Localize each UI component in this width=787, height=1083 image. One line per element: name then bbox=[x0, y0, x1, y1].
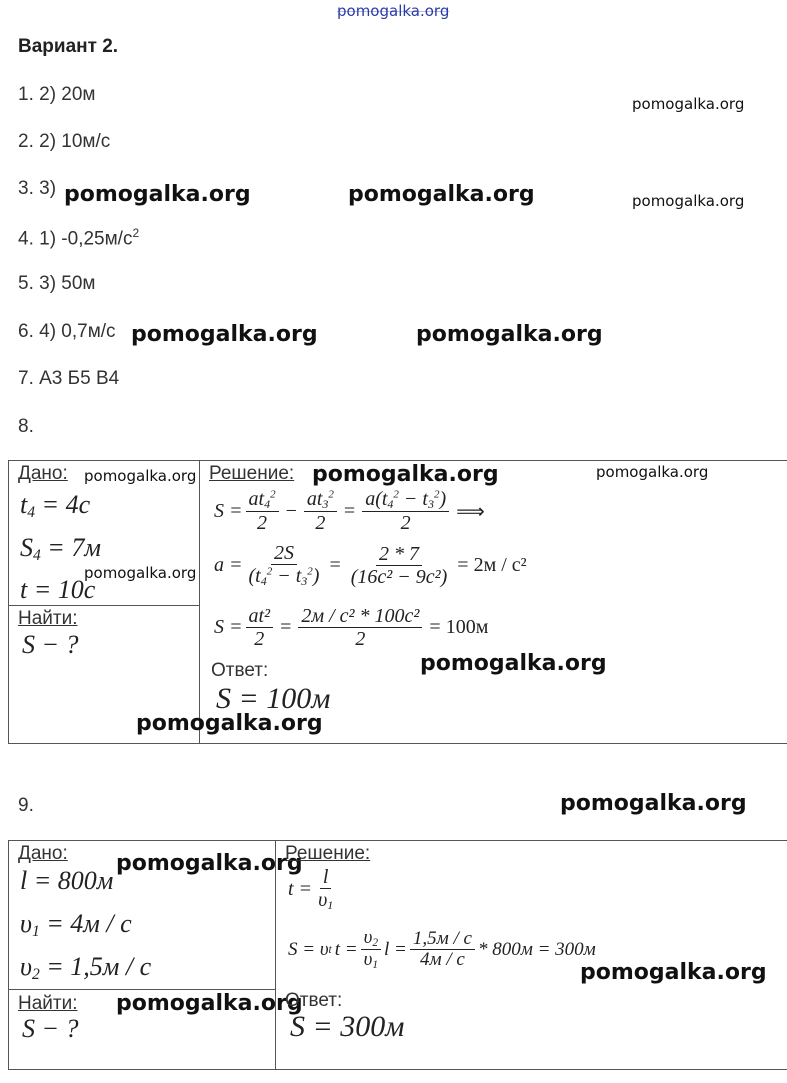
answer-2: 2. 2) 10м/с bbox=[18, 131, 111, 152]
watermark: pomogalka.org bbox=[116, 991, 303, 1016]
problem8-find: S − ? bbox=[22, 630, 79, 659]
problem9-given-l: l = 800м bbox=[20, 866, 114, 895]
problem9-eq2: S = υ t t = $\frac{\upsilon_2}{\upsilon_1}$ l = $\frac{1,5м / с}{4м / с}$ * 800м = 300м bbox=[288, 927, 596, 972]
problem8-given-t: t = 10c bbox=[20, 575, 96, 604]
answer-1: 1. 2) 20м bbox=[18, 84, 96, 105]
watermark: pomogalka.org bbox=[64, 182, 251, 207]
watermark: pomogalka.org bbox=[420, 651, 607, 676]
problem9-answer: S = 300м bbox=[290, 1010, 405, 1043]
problem8-eq1: S = $\frac{at_4^2}{2}$ − $\frac{at_3^2}{2}$ = $\frac{a(t_4^2 - t_3^2)}{2}$ ⟹ bbox=[214, 488, 485, 535]
problem9-answer-label: Ответ: bbox=[285, 990, 343, 1011]
watermark: pomogalka.org bbox=[416, 322, 603, 347]
problem9-eq1: t = $\frac{l}{\upsilon_1}$ bbox=[288, 866, 334, 912]
problem9-given-v2: $\upsilon_2 = 1,5м / с$ bbox=[20, 952, 152, 983]
problem9-given-label: Дано: bbox=[18, 843, 68, 864]
problem8-find-label: Найти: bbox=[18, 608, 78, 629]
watermark: pomogalka.org bbox=[131, 322, 318, 347]
answer-6: 6. 4) 0,7м/с bbox=[18, 321, 116, 342]
problem8-eq2: a = $\frac{2S}{(t_4^2 - t_3^2)}$ = $\frac{2 * 7}{\text{(16c² − 9c²)}}$ = 2м / c² bbox=[214, 542, 527, 588]
problem8-eq3: S = $\frac{\text{at²}}{2}$ = $\frac{\text{2м / c² * 100c²}}{2}$ = 100м bbox=[214, 605, 489, 650]
answer-7: 7. А3 Б5 В4 bbox=[18, 368, 120, 389]
problem8-solution-label: Решение: bbox=[209, 463, 295, 484]
watermark: pomogalka.org bbox=[84, 564, 197, 582]
problem9-find-label: Найти: bbox=[18, 993, 78, 1014]
watermark: pomogalka.org bbox=[632, 95, 745, 113]
watermark: pomogalka.org bbox=[348, 182, 535, 207]
problem9-find: S − ? bbox=[22, 1014, 79, 1043]
page-title: Вариант 2. bbox=[18, 36, 119, 57]
problem8-given-label: Дано: bbox=[18, 463, 68, 484]
top-watermark: pomogalka.org bbox=[337, 2, 450, 20]
problem8-given-t4: $t_4 = 4c$ bbox=[20, 490, 91, 521]
watermark: pomogalka.org bbox=[136, 711, 323, 736]
watermark: pomogalka.org bbox=[560, 791, 747, 816]
answer-4: 4. 1) $-0,25м/с^2$ bbox=[18, 226, 140, 250]
watermark: pomogalka.org bbox=[596, 463, 709, 481]
answer-8: 8. bbox=[18, 416, 34, 437]
answer-3: 3. 3) bbox=[18, 178, 57, 199]
watermark: pomogalka.org bbox=[116, 851, 303, 876]
problem9-solution-label: Решение: bbox=[285, 843, 371, 864]
problem8-answer-label: Ответ: bbox=[211, 660, 269, 681]
problem9-given-v1: $\upsilon_1 = 4м / с$ bbox=[20, 909, 132, 940]
answer-5: 5. 3) 50м bbox=[18, 273, 96, 294]
problem9-number: 9. bbox=[18, 795, 34, 816]
problem8-answer: S = 100м bbox=[216, 682, 331, 715]
problem8-given-s4: $S_4 = 7м$ bbox=[20, 533, 101, 564]
watermark: pomogalka.org bbox=[632, 192, 745, 210]
watermark: pomogalka.org bbox=[312, 462, 499, 487]
watermark: pomogalka.org bbox=[580, 960, 767, 985]
watermark: pomogalka.org bbox=[84, 467, 197, 485]
